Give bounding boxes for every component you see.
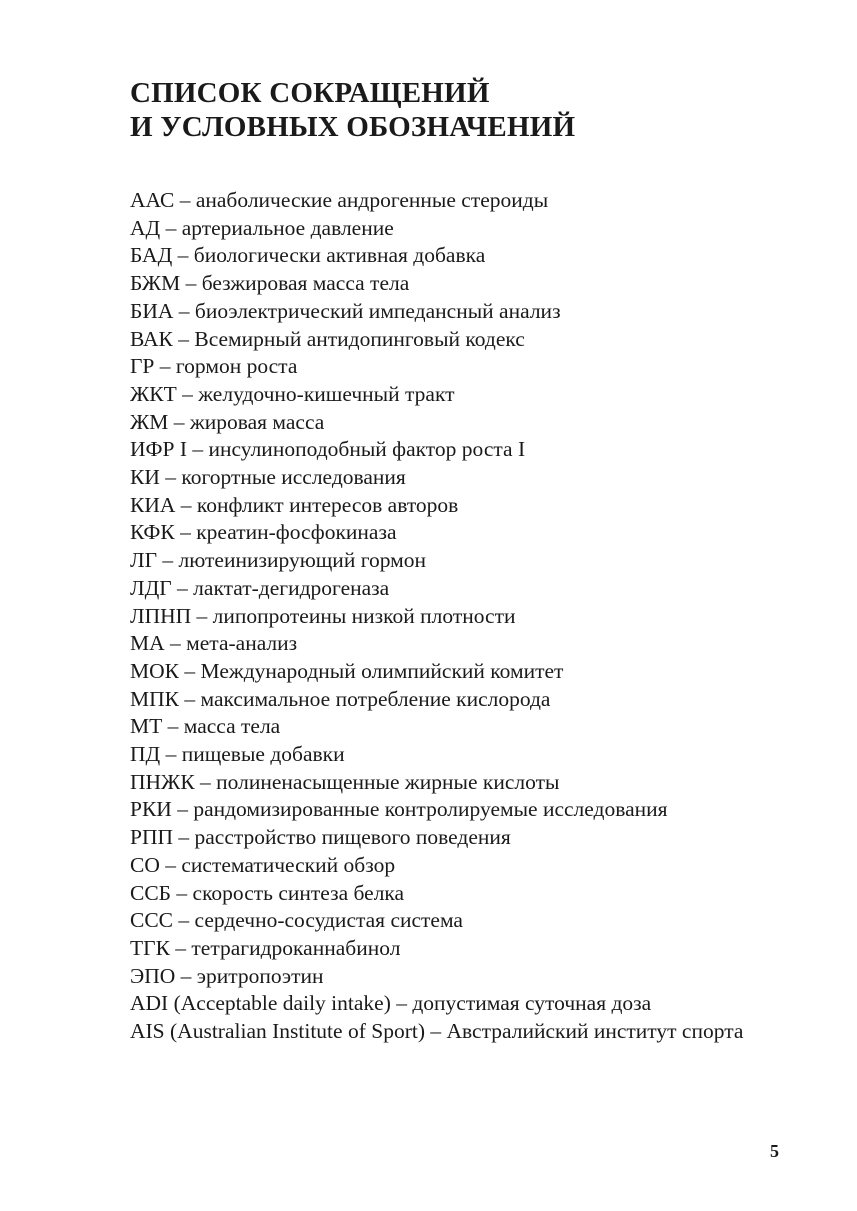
list-item: ЛДГ – лактат-дегидрогеназа bbox=[130, 575, 390, 600]
list-item: БАД – биологически активная добавка bbox=[130, 243, 486, 268]
page-number: 5 bbox=[770, 1141, 779, 1161]
list-item: ССС – сердечно-сосудистая система bbox=[130, 908, 463, 933]
list-item: МОК – Международный олимпийский комитет bbox=[130, 658, 564, 683]
list-item: ИФР I – инсулиноподобный фактор роста I bbox=[130, 437, 526, 462]
list-item: ПД – пищевые добавки bbox=[130, 742, 345, 767]
list-item: АД – артериальное давление bbox=[130, 215, 394, 240]
list-item: ААС – анаболические андрогенные стероиды bbox=[130, 188, 549, 212]
list-item: AIS (Australian Institute of Sport) – Австралийский институт спорта bbox=[130, 1019, 744, 1044]
list-item: ADI (Acceptable daily intake) – допустимая суточная доза bbox=[130, 991, 652, 1016]
list-item: КФК – креатин-фосфокиназа bbox=[130, 520, 397, 545]
list-item: ГР – гормон роста bbox=[130, 354, 298, 379]
list-item: РПП – расстройство пищевого поведения bbox=[130, 825, 511, 850]
list-item: ПНЖК – полиненасыщенные жирные кислоты bbox=[130, 769, 560, 794]
list-item: ЛГ – лютеинизирующий гормон bbox=[130, 548, 427, 573]
list-item: ЖКТ – желудочно-кишечный тракт bbox=[130, 381, 455, 406]
list-item: КИ – когортные исследования bbox=[130, 465, 406, 490]
list-item: ЖМ – жировая масса bbox=[130, 409, 325, 434]
abbreviation-list bbox=[101, 187, 781, 1046]
page-title bbox=[130, 76, 780, 144]
list-item: МТ – масса тела bbox=[130, 714, 281, 739]
list-item: ЛПНП – липопротеины низкой плотности bbox=[130, 603, 516, 628]
page-title-line-2: И УСЛОВНЫХ ОБОЗНАЧЕНИЙ bbox=[130, 111, 576, 143]
list-item: КИА – конфликт интересов авторов bbox=[130, 492, 459, 517]
list-item: ТГК – тетрагидроканнабинол bbox=[130, 935, 401, 960]
list-item: РКИ – рандомизированные контролируемые исследования bbox=[130, 797, 668, 822]
list-item: ВАК – Всемирный антидопинговый кодекс bbox=[130, 326, 525, 351]
list-item: ССБ – скорость синтеза белка bbox=[130, 880, 405, 905]
list-item: МПК – максимальное потребление кислорода bbox=[130, 686, 551, 711]
list-item: ЭПО – эритропоэтин bbox=[130, 963, 324, 988]
list-item: БЖМ – безжировая масса тела bbox=[130, 271, 410, 296]
list-item: СО – систематический обзор bbox=[130, 852, 396, 877]
page-title-line-1: СПИСОК СОКРАЩЕНИЙ bbox=[130, 77, 490, 109]
list-item: БИА – биоэлектрический импедансный анализ bbox=[130, 298, 561, 323]
list-item: МА – мета-анализ bbox=[130, 631, 298, 656]
